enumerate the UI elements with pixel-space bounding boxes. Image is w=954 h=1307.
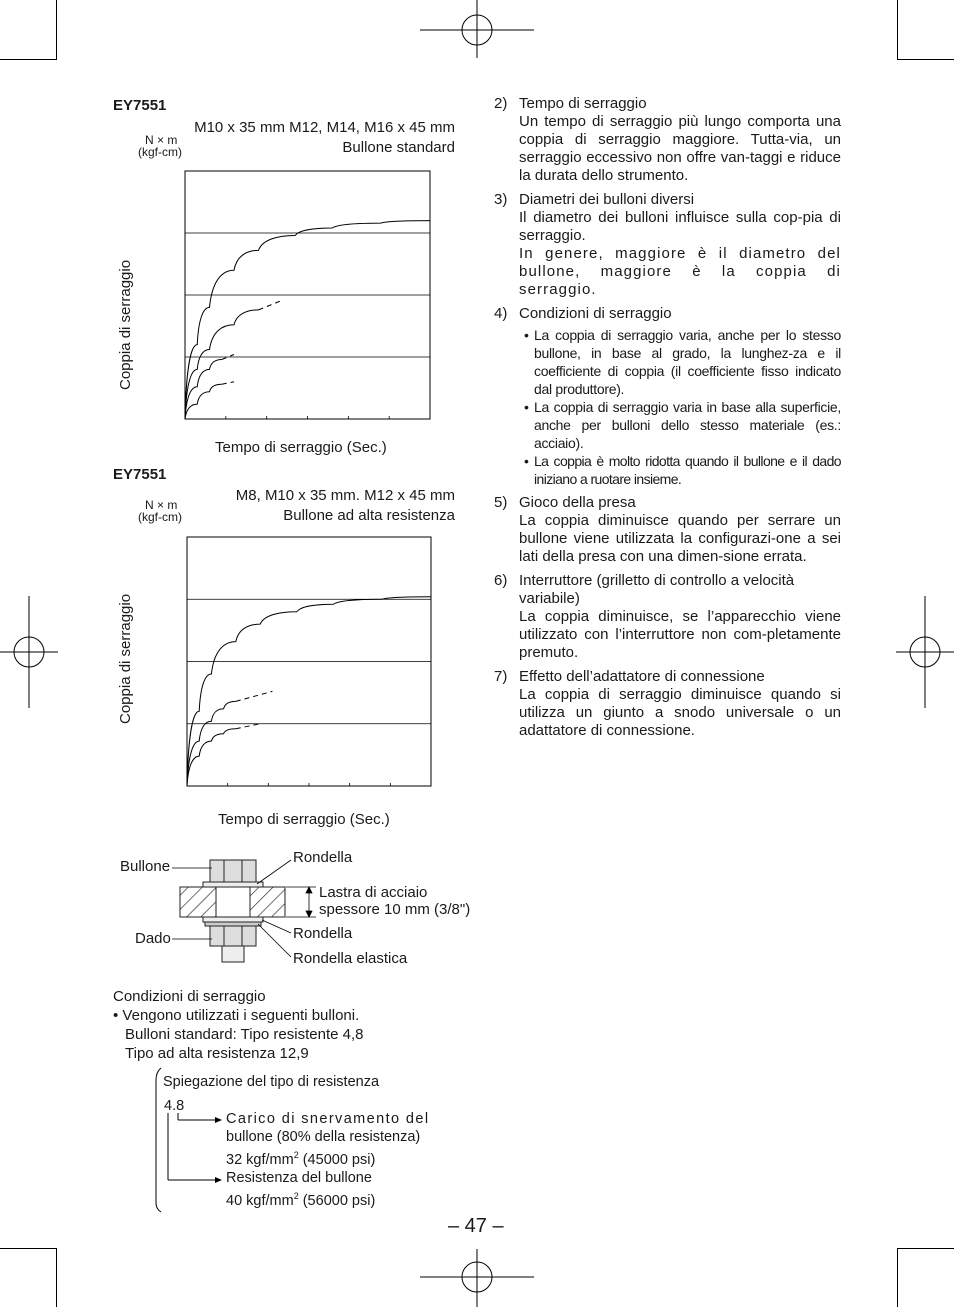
chart-subtitle-line2: Bullone standard — [342, 139, 455, 156]
chart-subtitle-line1: M10 x 35 mm M12, M14, M16 x 45 mm — [194, 119, 455, 136]
chart-subtitle-line2: Bullone ad alta resistenza — [283, 507, 455, 524]
y-axis-label: Coppia di serraggio — [117, 593, 134, 724]
conditions-bullet: • Vengono utilizzati i seguenti bulloni. — [113, 1007, 360, 1024]
item-body: Il diametro dei bulloni influisce sulla cop-pia di serraggio. — [519, 209, 841, 244]
item-body-2: In genere, maggiore è il diametro del bullone, maggiore è la coppia di serraggio. — [519, 245, 841, 298]
list-item-6 — [494, 572, 841, 662]
bullet-item: • La coppia di serraggio varia, anche per lo stesso bullone, in base al grado, la lunghez-za e il coefficiente di coppia (il coefficiente fisso indicato dal produttore). — [524, 327, 841, 397]
resistance-line1: Resistenza del bullone — [226, 1170, 372, 1186]
list-item-2 — [494, 95, 841, 185]
item-title: Interruttore (grilletto di controllo a velocità variabile) — [519, 572, 795, 607]
yield-line3: 32 kgf/$mm^2$ (45000 psi) — [226, 1150, 376, 1168]
list-item-4 — [494, 305, 841, 488]
y-unit: N × m — [145, 498, 178, 512]
chart-title: EY7551 — [113, 97, 167, 114]
page-number: – 47 – — [448, 1215, 504, 1237]
item-title: Tempo di serraggio — [519, 95, 647, 112]
label-lastra-2: spessore 10 mm (3/8") — [319, 901, 471, 918]
list-item-7 — [494, 668, 841, 740]
conditions-line2: Bulloni standard: Tipo resistente 4,8 — [125, 1026, 364, 1043]
factors-list — [494, 95, 841, 740]
label-dado: Dado — [135, 930, 171, 947]
item-number: 7) — [494, 668, 508, 685]
list-item-5 — [494, 494, 841, 566]
label-rondella-elastica: Rondella elastica — [293, 950, 408, 967]
y-unit-alt: (kgf-cm) — [138, 145, 182, 159]
conditions-heading: Condizioni di serraggio — [113, 988, 266, 1005]
strength-code: 4.8 — [164, 1098, 185, 1114]
item-number: 2) — [494, 95, 508, 112]
list-item-3 — [494, 191, 841, 299]
y-axis-label: Coppia di serraggio — [117, 259, 134, 390]
item-title: Condizioni di serraggio — [519, 305, 672, 322]
label-rondella-top: Rondella — [293, 849, 353, 866]
chart-title: EY7551 — [113, 466, 167, 483]
y-unit: N × m — [145, 133, 178, 147]
conditions-line3: Tipo ad alta resistenza 12,9 — [125, 1045, 309, 1062]
item-title: Gioco della presa — [519, 494, 636, 511]
label-rondella-bottom: Rondella — [293, 925, 353, 942]
yield-line1: Carico di snervamento del — [226, 1111, 430, 1127]
x-axis-label: Tempo di serraggio (Sec.) — [218, 811, 390, 828]
label-bullone: Bullone — [120, 858, 171, 875]
chart-subtitle-line1: M8, M10 x 35 mm. M12 x 45 mm — [235, 487, 455, 504]
x-axis-label: Tempo di serraggio (Sec.) — [215, 439, 387, 456]
item-body: La coppia di serraggio diminuisce quando si utilizza un giunto a snodo universale o un adattatore di connessione. — [519, 686, 841, 739]
item-title: Diametri dei bulloni diversi — [519, 191, 695, 208]
item-body: La coppia diminuisce quando per serrare un bullone viene utilizzata la configurazi-one a sei lati della presa con una dimen-sione errata. — [519, 512, 841, 565]
item-title: Effetto dell’adattatore di connessione — [519, 668, 765, 685]
y-unit-alt: (kgf-cm) — [138, 510, 182, 524]
item-body: Un tempo di serraggio più lungo comporta una coppia di serraggio maggiore. Tutta-via, un serraggio eccessivo non offre van-taggi e riduce la durata dello strumento. — [519, 113, 841, 184]
resistance-line2: 40 kgf/$mm^2$ (56000 psi) — [226, 1191, 376, 1209]
bullet-item: • La coppia di serraggio varia in base alla superficie, anche per bulloni dello stesso materiale (es.: acciaio). — [524, 399, 841, 451]
yield-line2: bullone (80% della resistenza) — [226, 1129, 421, 1145]
item-number: 6) — [494, 572, 508, 589]
item-number: 5) — [494, 494, 508, 511]
bullet-item: • La coppia è molto ridotta quando il bullone e il dado iniziano a ruotare insieme. — [524, 453, 841, 487]
label-lastra-1: Lastra di acciaio — [319, 884, 428, 901]
item-body: La coppia diminuisce, se l’apparecchio viene utilizzato con l’interruttore non com-pletamente premuto. — [519, 608, 841, 661]
explanation-title: Spiegazione del tipo di resistenza — [163, 1074, 380, 1090]
item-number: 3) — [494, 191, 508, 208]
item-number: 4) — [494, 305, 508, 322]
